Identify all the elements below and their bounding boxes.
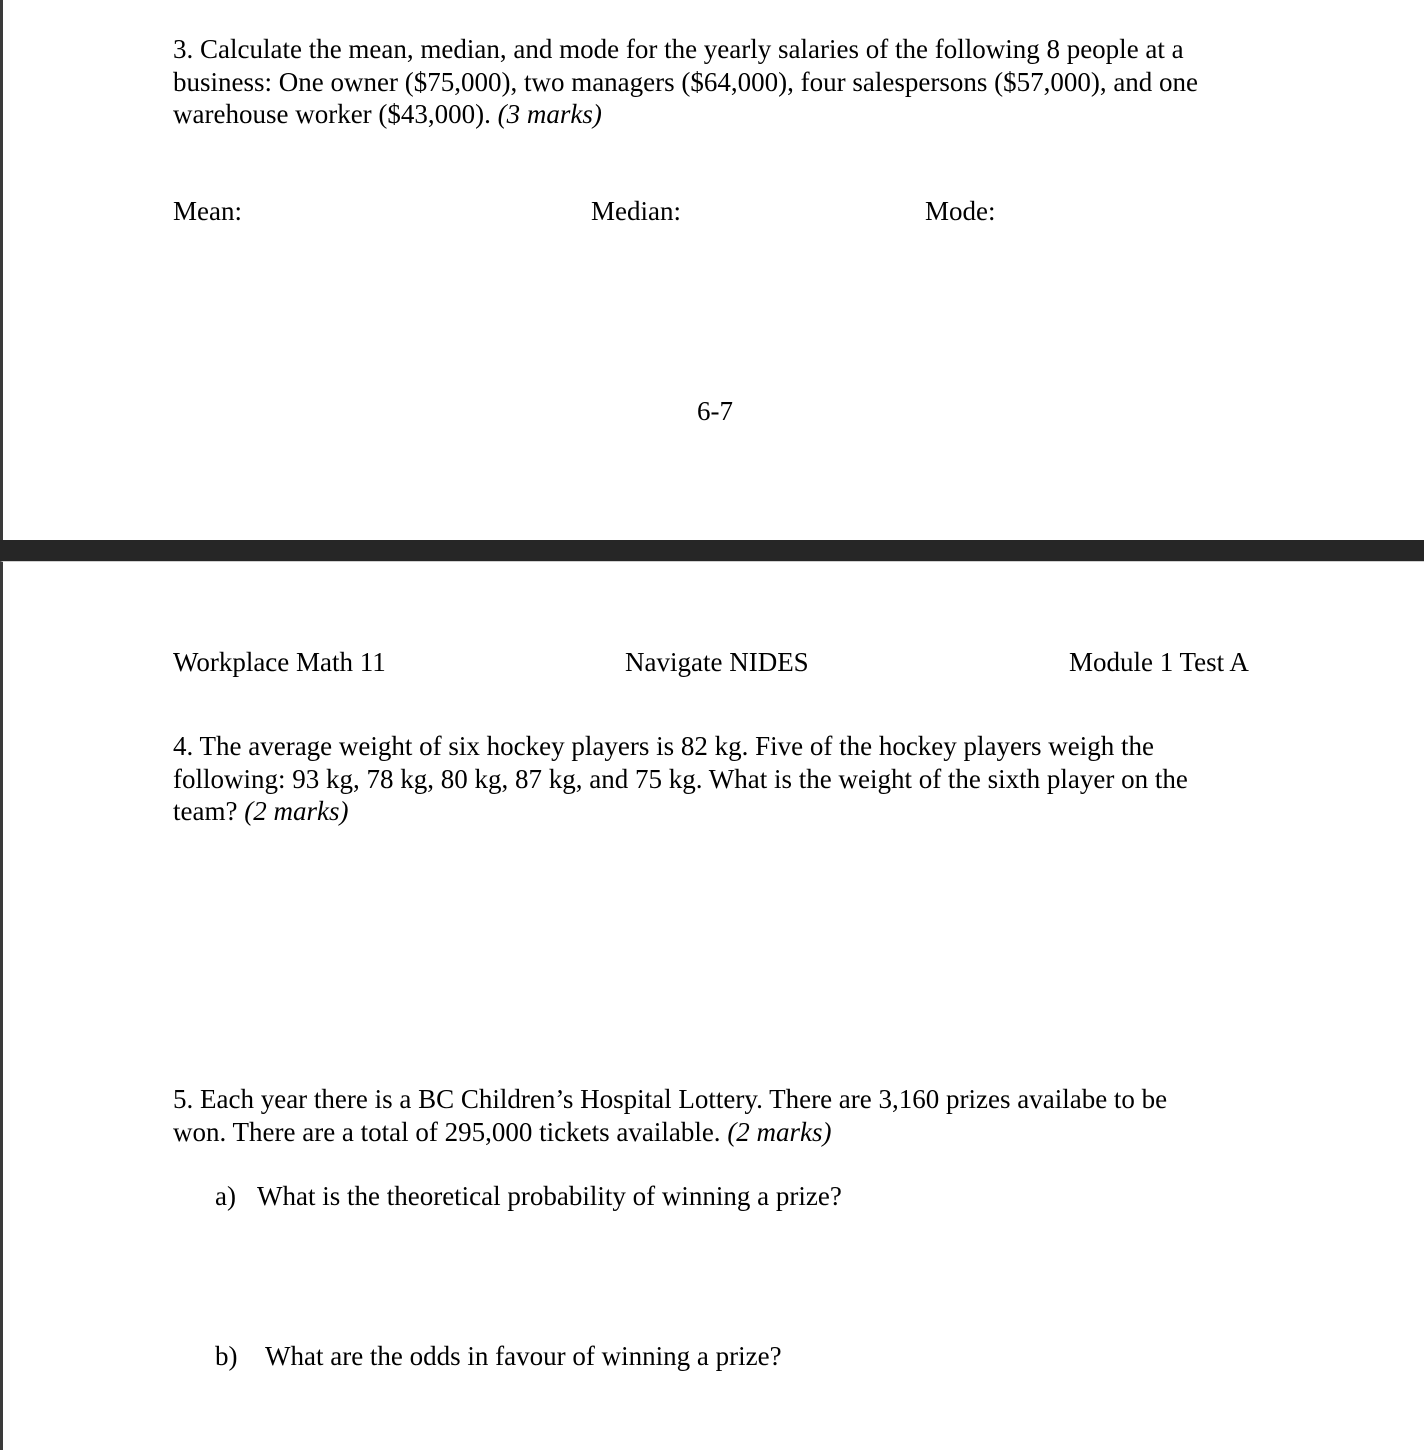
question-5a-label: a) xyxy=(215,1181,236,1211)
question-5 xyxy=(173,1083,1273,1148)
question-4 xyxy=(173,730,1273,828)
document-page-2 xyxy=(0,561,1424,1450)
mode-label: Mode: xyxy=(925,196,996,226)
document-page-1 xyxy=(0,0,1424,540)
question-5a-text: What is the theoretical probability of winning a prize? xyxy=(257,1181,842,1211)
question-4-line-3-text: team? xyxy=(173,796,245,826)
median-label: Median: xyxy=(591,196,681,226)
header-program-name: Navigate NIDES xyxy=(625,647,809,677)
question-5-line-2-text: won. There are a total of 295,000 tickets available. xyxy=(173,1116,728,1147)
question-4-line-2: following: 93 kg, 78 kg, 80 kg, 87 kg, and 75 kg. What is the weight of the sixth player on the xyxy=(173,763,1188,794)
mean-label: Mean: xyxy=(173,196,242,226)
question-3-line-1: 3. Calculate the mean, median, and mode for the yearly salaries of the following 8 people at a xyxy=(173,34,1184,64)
question-3 xyxy=(173,33,1273,131)
question-4-line-3 xyxy=(173,795,1273,828)
page-separator xyxy=(0,540,1424,561)
question-4-marks: (2 marks) xyxy=(244,796,349,826)
page-number: 6-7 xyxy=(697,396,733,426)
question-5-line-2 xyxy=(173,1116,1273,1149)
header-test-name: Module 1 Test A xyxy=(1069,647,1249,677)
question-3-line-3-text: warehouse worker ($43,000). xyxy=(173,99,498,129)
question-3-line-2: business: One owner ($75,000), two managers ($64,000), four salespersons ($57,000), and one xyxy=(173,66,1199,97)
question-5-line-1: 5. Each year there is a BC Children’s Hospital Lottery. There are 3,160 prizes availabe to be xyxy=(173,1084,1168,1114)
question-3-marks: (3 marks) xyxy=(497,99,602,129)
question-5b-text: What are the odds in favour of winning a prize? xyxy=(265,1341,782,1371)
question-3-line-3 xyxy=(173,98,1273,131)
question-5-marks: (2 marks) xyxy=(727,1116,832,1147)
question-4-line-1: 4. The average weight of six hockey players is 82 kg. Five of the hockey players weigh the xyxy=(173,731,1154,761)
header-course-title: Workplace Math 11 xyxy=(173,647,386,677)
question-5b-label: b) xyxy=(215,1341,238,1371)
